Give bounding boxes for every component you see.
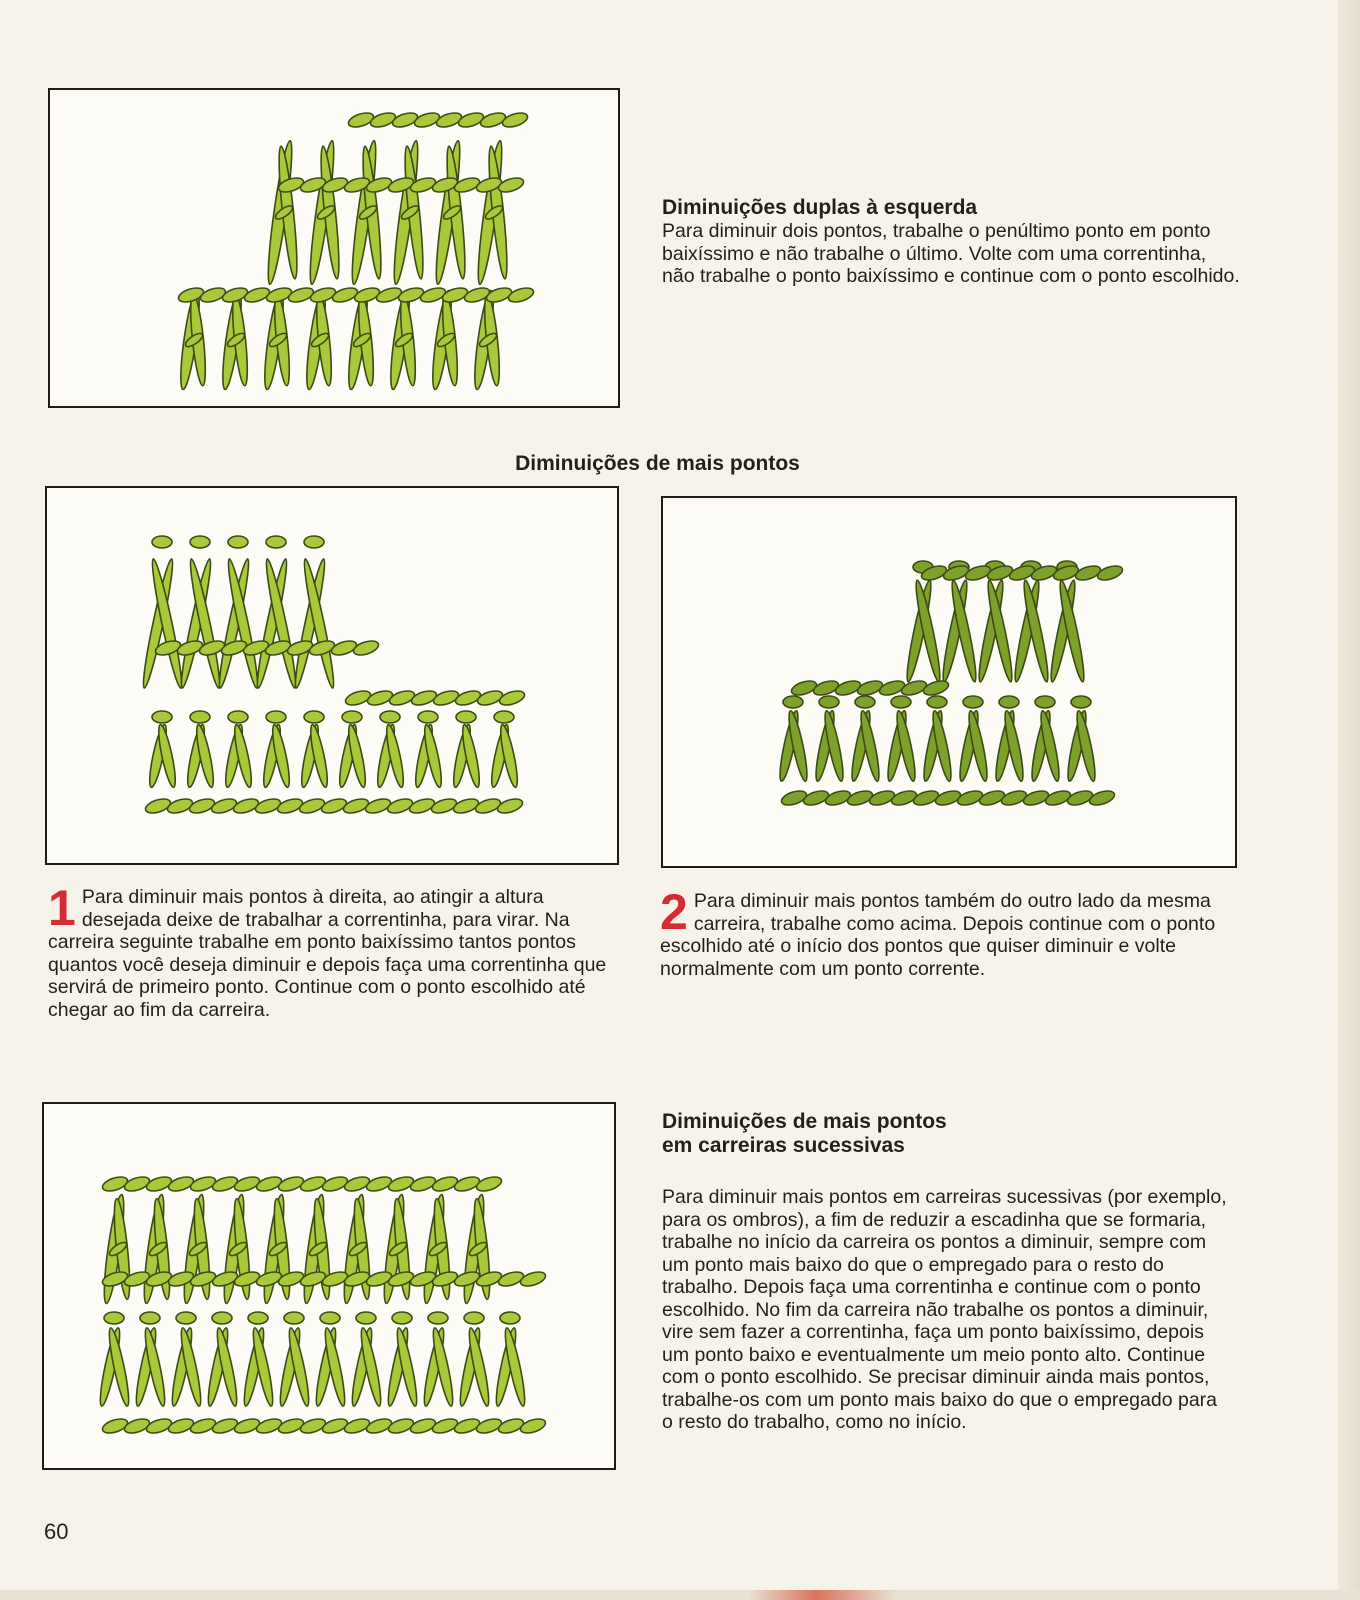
stitch-shape [266, 536, 286, 548]
stitch-shape [228, 536, 248, 548]
stitch-shape [190, 711, 210, 723]
stitch-shape [922, 678, 950, 697]
stitch-shape [356, 1312, 376, 1324]
stitch-shape [475, 1174, 503, 1193]
stitch-shape [152, 536, 172, 548]
figure-double-decrease-left [48, 88, 620, 408]
page-edge [1338, 0, 1360, 1600]
crochet-swatch-illustration [50, 90, 618, 406]
section-heading-line2: em carreiras sucessivas [662, 1134, 905, 1157]
stitch-shape [104, 1312, 124, 1324]
stitch-shape [304, 536, 324, 548]
crochet-swatch-illustration [663, 498, 1235, 866]
stitch-shape [783, 696, 803, 708]
stitch-shape [1096, 563, 1124, 582]
stitch-shape [140, 1312, 160, 1324]
stitch-shape [1035, 696, 1055, 708]
stitch-shape [342, 711, 362, 723]
stitch-shape [176, 1312, 196, 1324]
section-heading-line1: Diminuições de mais pontos [662, 1110, 947, 1133]
stitch-shape [212, 1312, 232, 1324]
stitch-shape [507, 285, 535, 304]
stitch-shape [500, 1312, 520, 1324]
stitch-shape [456, 711, 476, 723]
step-text: Para diminuir mais pontos também do outro lado da mesma carreira, trabalhe como acima. Depois continue com o ponto escolhido até o início dos pontos que quiser diminuir e volte normalmente com um ponto corrente. [660, 890, 1216, 980]
step-1 [48, 880, 613, 1021]
stitch-shape [1088, 788, 1116, 807]
stitch-shape [519, 1269, 547, 1288]
stitch-shape [228, 711, 248, 723]
figure-step-1 [45, 486, 619, 865]
stitch-shape [320, 1312, 340, 1324]
stitch-shape [497, 175, 525, 194]
section-title-more-stitches: Diminuições de mais pontos [515, 452, 800, 475]
stitch-shape [152, 711, 172, 723]
stitch-shape [1071, 696, 1091, 708]
stitch-shape [464, 1312, 484, 1324]
stitch-shape [392, 1312, 412, 1324]
stitch-shape [352, 638, 380, 657]
section-double-decrease [662, 196, 1262, 288]
crochet-swatch-illustration [47, 488, 617, 863]
step-number: 1 [48, 880, 76, 936]
stitch-shape [248, 1312, 268, 1324]
stitch-shape [304, 711, 324, 723]
stitch-shape [380, 711, 400, 723]
stitch-shape [891, 696, 911, 708]
section-successive-rows [662, 1110, 1242, 1434]
stitch-shape [963, 696, 983, 708]
section-body: Para diminuir mais pontos em carreiras sucessivas (por exemplo, para os ombros), a fim de reduzir a escadinha que se formaria, trabalhe no início da carreira os pontos a diminuir, sempre com um ponto mais baixo do que o empregado para o resto do trabalho. Depois faça uma correntinha e continue com o ponto escolhido. No fim da carreira não trabalhe os pontos a diminuir, vire sem fazer a correntinha, faça um ponto baixíssimo, depois um ponto baixo e eventualmente um meio ponto alto. Continue com o ponto escolhido. Se precisar diminuir ainda mais pontos, trabalhe-os com um ponto mais baixo do que o empregado para o resto do trabalho, como no início. [662, 1186, 1227, 1433]
stitch-shape [519, 1416, 547, 1435]
stitch-shape [501, 110, 529, 129]
stitch-shape [266, 711, 286, 723]
crochet-swatch-illustration [44, 1104, 614, 1468]
step-number: 2 [660, 884, 688, 940]
step-text: Para diminuir mais pontos à direita, ao atingir a altura desejada deixe de trabalhar a correntinha, para virar. Na carreira seguinte trabalhe em ponto baixíssimo tantos pontos quantos você deseja diminuir e depois faça uma correntinha que servirá de primeiro ponto. Continue com o ponto escolhido até chegar ao fim da carreira. [48, 886, 607, 1021]
stitch-shape [418, 711, 438, 723]
stitch-shape [855, 696, 875, 708]
stitch-shape [819, 696, 839, 708]
page-number: 60 [44, 1519, 69, 1544]
stitch-shape [496, 796, 524, 815]
stitch-shape [927, 696, 947, 708]
figure-successive-rows [42, 1102, 616, 1470]
stitch-shape [498, 688, 526, 707]
stitch-shape [428, 1312, 448, 1324]
stitch-shape [190, 536, 210, 548]
stitch-shape [494, 711, 514, 723]
section-body: Para diminuir dois pontos, trabalhe o penúltimo ponto em ponto baixíssimo e não trabalhe o último. Volte com uma correntinha, não trabalhe o ponto baixíssimo e continue com o ponto escolhido. [662, 220, 1240, 287]
stitch-shape [284, 1312, 304, 1324]
stitch-shape [999, 696, 1019, 708]
section-heading: Diminuições duplas à esquerda [662, 196, 978, 219]
bottom-strip [0, 1590, 1360, 1600]
figure-step-2 [661, 496, 1237, 868]
step-2 [660, 884, 1238, 980]
